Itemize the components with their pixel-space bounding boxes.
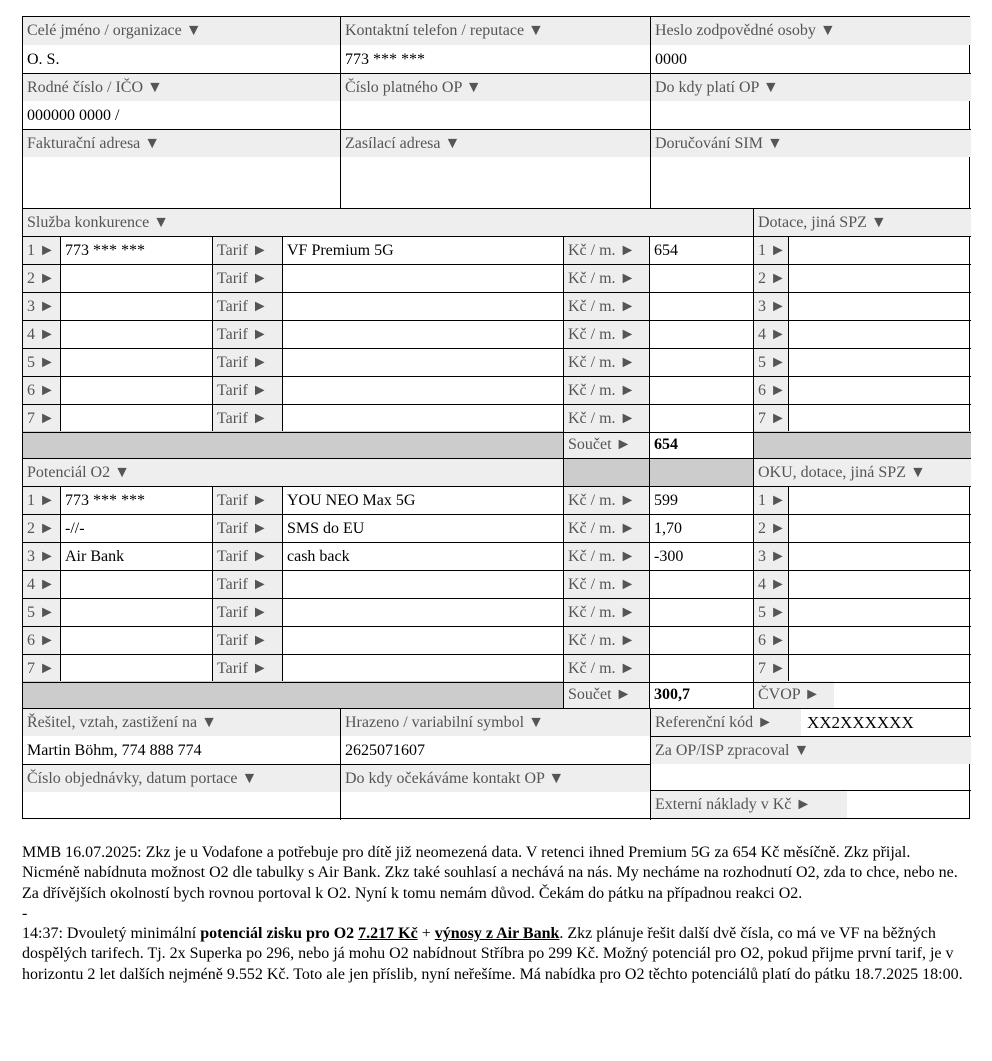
competition-sum-label: Součet ► xyxy=(564,431,649,458)
tariff-label: Tarif ► xyxy=(213,515,282,542)
competition-sum-value: 654 xyxy=(654,436,678,453)
h-rule xyxy=(23,404,971,405)
price-cell[interactable] xyxy=(650,571,753,598)
label-reference-code: Referenční kód ► xyxy=(651,709,801,736)
side-number: 2 ► xyxy=(754,265,788,292)
tariff-cell[interactable] xyxy=(283,321,563,348)
row-number: 4 ► xyxy=(23,321,60,348)
v-rule xyxy=(340,17,341,208)
value-resitel[interactable]: Martin Böhm, 774 888 774 xyxy=(27,742,202,759)
note-p2-e: výnosy z Air Bank xyxy=(434,925,560,943)
h-rule xyxy=(23,682,971,683)
side-number: 1 ► xyxy=(754,487,788,514)
potential-side-title: OKU, dotace, jiná SPZ ▼ xyxy=(754,459,971,486)
side-number: 3 ► xyxy=(754,543,788,570)
price-label: Kč / m. ► xyxy=(564,377,649,404)
v-rule xyxy=(282,486,283,681)
v-rule xyxy=(650,17,651,208)
price-label: Kč / m. ► xyxy=(564,487,649,514)
phone-cell[interactable] xyxy=(61,571,212,598)
tariff-cell[interactable] xyxy=(283,265,563,292)
note-p2-b: potenciál zisku pro O2 xyxy=(200,925,359,943)
value-contact-phone[interactable]: 773 *** *** xyxy=(345,51,425,68)
v-rule xyxy=(649,236,650,708)
row-number: 1 ► xyxy=(23,487,60,514)
tariff-cell[interactable]: cash back xyxy=(287,548,350,565)
h-rule xyxy=(23,129,971,130)
price-cell[interactable] xyxy=(650,655,753,682)
side-number: 7 ► xyxy=(754,655,788,682)
competition-sum-filler xyxy=(23,431,563,458)
tariff-label: Tarif ► xyxy=(213,543,282,570)
cvop-label: ČVOP ► xyxy=(754,681,834,708)
label-id-card-validity: Do kdy platí OP ▼ xyxy=(651,74,971,101)
tariff-cell[interactable] xyxy=(283,377,563,404)
tariff-label: Tarif ► xyxy=(213,321,282,348)
side-cell[interactable] xyxy=(789,599,971,626)
v-rule xyxy=(212,236,213,431)
note-p2-f: . Zkz plánuje řešit další dvě čísla, co má ve VF na běžných dospělých tarifech. Tj. 2x Superka po 296, nebo já mohu O2 nabídnout Stříbra po 299 Kč. Možný potenciál pro O2, pokud přijme první tarif, je v horizontu 2 let dalších nejméně 9.552 Kč. Toto ale jen příslib, nyní neřešíme. Má nabídka pro O2 těchto potenciálů platí do pátku 18.7.2025 18:00. xyxy=(22,925,963,983)
h-rule xyxy=(23,236,971,237)
label-shipping-address: Zasílací adresa ▼ xyxy=(341,130,650,157)
h-rule xyxy=(23,376,971,377)
competition-sum-side xyxy=(754,431,971,458)
label-id-card-number: Číslo platného OP ▼ xyxy=(341,74,650,101)
tariff-label: Tarif ► xyxy=(213,293,282,320)
row-number: 1 ► xyxy=(23,237,60,264)
v-rule xyxy=(788,486,789,681)
tariff-label: Tarif ► xyxy=(213,237,282,264)
potential-sum-value: 300,7 xyxy=(654,686,690,703)
row-number: 7 ► xyxy=(23,405,60,432)
side-cell[interactable] xyxy=(789,377,971,404)
tariff-cell[interactable] xyxy=(283,405,563,432)
phone-cell[interactable] xyxy=(61,321,212,348)
side-cell[interactable] xyxy=(789,627,971,654)
side-number: 4 ► xyxy=(754,321,788,348)
tariff-label: Tarif ► xyxy=(213,655,282,682)
phone-cell[interactable]: 773 *** *** xyxy=(65,492,145,509)
h-rule xyxy=(23,542,971,543)
price-cell[interactable] xyxy=(650,293,753,320)
tariff-label: Tarif ► xyxy=(213,487,282,514)
price-cell[interactable]: -300 xyxy=(654,548,684,565)
row-number: 5 ► xyxy=(23,599,60,626)
price-cell[interactable] xyxy=(650,321,753,348)
side-cell[interactable] xyxy=(789,265,971,292)
label-objednavka: Číslo objednávky, datum portace ▼ xyxy=(23,765,340,792)
row-number: 7 ► xyxy=(23,655,60,682)
price-cell[interactable]: 1,70 xyxy=(654,520,682,537)
tariff-label: Tarif ► xyxy=(213,349,282,376)
price-label: Kč / m. ► xyxy=(564,321,649,348)
price-label: Kč / m. ► xyxy=(564,599,649,626)
competition-title: Služba konkurence ▼ xyxy=(23,209,753,236)
value-reference-code[interactable]: XX2XXXXXX xyxy=(807,713,914,732)
price-cell[interactable] xyxy=(650,599,753,626)
h-rule xyxy=(23,764,650,765)
side-cell[interactable] xyxy=(789,405,971,432)
v-rule xyxy=(753,209,754,708)
v-rule xyxy=(60,236,61,431)
tariff-cell[interactable] xyxy=(283,599,563,626)
price-label: Kč / m. ► xyxy=(564,655,649,682)
price-cell[interactable]: 599 xyxy=(654,492,678,509)
h-rule xyxy=(23,654,971,655)
tariff-label: Tarif ► xyxy=(213,377,282,404)
phone-cell[interactable] xyxy=(61,599,212,626)
phone-cell[interactable] xyxy=(61,293,212,320)
row-number: 2 ► xyxy=(23,265,60,292)
side-cell[interactable] xyxy=(789,321,971,348)
price-label: Kč / m. ► xyxy=(564,405,649,432)
label-external-costs: Externí náklady v Kč ► xyxy=(651,791,847,818)
row-number: 5 ► xyxy=(23,349,60,376)
h-rule xyxy=(23,292,971,293)
h-rule xyxy=(23,320,971,321)
tariff-cell[interactable] xyxy=(283,293,563,320)
label-contact-phone: Kontaktní telefon / reputace ▼ xyxy=(341,17,650,45)
phone-cell[interactable]: -//- xyxy=(65,520,85,537)
price-cell[interactable] xyxy=(650,627,753,654)
tariff-cell[interactable] xyxy=(283,627,563,654)
h-rule xyxy=(23,73,971,74)
side-number: 4 ► xyxy=(754,571,788,598)
price-cell[interactable]: 654 xyxy=(654,242,678,259)
side-number: 5 ► xyxy=(754,599,788,626)
side-number: 2 ► xyxy=(754,515,788,542)
side-cell[interactable] xyxy=(789,237,971,264)
value-id-card-number[interactable] xyxy=(341,102,650,129)
tariff-cell[interactable]: SMS do EU xyxy=(287,520,365,537)
price-label: Kč / m. ► xyxy=(564,627,649,654)
order-form xyxy=(22,16,970,819)
side-cell[interactable] xyxy=(789,543,971,570)
price-cell[interactable] xyxy=(650,377,753,404)
row-number: 6 ► xyxy=(23,627,60,654)
value-hrazeno[interactable]: 2625071607 xyxy=(345,742,425,759)
h-rule xyxy=(23,570,971,571)
price-label: Kč / m. ► xyxy=(564,543,649,570)
h-rule xyxy=(23,458,971,459)
tariff-label: Tarif ► xyxy=(213,599,282,626)
note-paragraph-2 xyxy=(22,924,970,985)
side-cell[interactable] xyxy=(789,515,971,542)
side-cell[interactable] xyxy=(789,487,971,514)
side-cell[interactable] xyxy=(789,293,971,320)
tariff-cell[interactable] xyxy=(283,349,563,376)
side-number: 3 ► xyxy=(754,293,788,320)
phone-cell[interactable]: 773 *** *** xyxy=(65,242,145,259)
value-birth-number[interactable]: 000000 0000 / xyxy=(27,107,120,124)
price-label: Kč / m. ► xyxy=(564,571,649,598)
price-label: Kč / m. ► xyxy=(564,515,649,542)
label-za-op: Za OP/ISP zpracoval ▼ xyxy=(651,737,971,764)
label-birth-number: Rodné číslo / IČO ▼ xyxy=(23,74,340,101)
v-rule xyxy=(563,236,564,708)
side-cell[interactable] xyxy=(789,349,971,376)
phone-cell[interactable] xyxy=(61,655,212,682)
side-number: 7 ► xyxy=(754,405,788,432)
row-number: 2 ► xyxy=(23,515,60,542)
phone-cell[interactable]: Air Bank xyxy=(65,548,125,565)
label-hrazeno: Hrazeno / variabilní symbol ▼ xyxy=(341,709,650,736)
label-full-name: Celé jméno / organizace ▼ xyxy=(23,17,340,45)
h-rule xyxy=(23,348,971,349)
competition-side-title: Dotace, jiná SPZ ▼ xyxy=(754,209,971,236)
phone-cell[interactable] xyxy=(61,349,212,376)
note-dash: - xyxy=(22,904,28,922)
value-id-card-validity[interactable] xyxy=(651,102,971,129)
potential-title: Potenciál O2 ▼ xyxy=(23,459,563,486)
row-number: 4 ► xyxy=(23,571,60,598)
tariff-label: Tarif ► xyxy=(213,627,282,654)
tariff-cell[interactable] xyxy=(283,571,563,598)
h-rule xyxy=(23,432,971,433)
potential-header-filler xyxy=(564,459,753,486)
row-number: 3 ► xyxy=(23,293,60,320)
note-paragraph-1: MMB 16.07.2025: Zkz je u Vodafone a potřebuje pro dítě již neomezená data. V retenci ihned Premium 5G za 654 Kč měsíčně. Zkz přijal. Nicméně nabídnuta možnost O2 dle tabulky s Air Bank. Zkz také souhlasí a nechává na nás. My necháme na rozhodnutí O2, zda to chce, nebo ne. Za dřívějších okolností bych rovnou portoval k O2. Nyní k tomu nemám důvod. Čekám do pátku na případnou reakci O2. xyxy=(22,844,958,902)
side-number: 5 ► xyxy=(754,349,788,376)
note-p2-d: + xyxy=(417,925,435,943)
phone-cell[interactable] xyxy=(61,265,212,292)
h-rule xyxy=(23,598,971,599)
h-rule xyxy=(650,790,971,791)
value-password[interactable]: 0000 xyxy=(655,51,687,68)
tariff-cell[interactable]: VF Premium 5G xyxy=(287,242,394,259)
side-number: 6 ► xyxy=(754,627,788,654)
v-rule xyxy=(650,708,651,820)
h-rule xyxy=(23,264,971,265)
phone-cell[interactable] xyxy=(61,405,212,432)
note-p2-c: 7.217 Kč xyxy=(358,925,418,943)
price-label: Kč / m. ► xyxy=(564,293,649,320)
potential-sum-label: Součet ► xyxy=(564,681,649,708)
h-rule xyxy=(23,486,971,487)
row-number: 6 ► xyxy=(23,377,60,404)
side-cell[interactable] xyxy=(789,571,971,598)
v-rule xyxy=(60,486,61,681)
h-rule xyxy=(23,708,971,709)
h-rule xyxy=(650,736,971,737)
h-rule xyxy=(23,208,971,209)
price-label: Kč / m. ► xyxy=(564,265,649,292)
row-number: 3 ► xyxy=(23,543,60,570)
h-rule xyxy=(23,514,971,515)
value-full-name[interactable]: O. S. xyxy=(27,51,60,68)
tariff-label: Tarif ► xyxy=(213,405,282,432)
v-rule xyxy=(282,236,283,431)
phone-cell[interactable] xyxy=(61,627,212,654)
label-resitel: Řešitel, vztah, zastižení na ▼ xyxy=(23,709,340,736)
price-label: Kč / m. ► xyxy=(564,237,649,264)
note-p2-a: 14:37: Dvouletý minimální xyxy=(22,925,201,943)
label-sim-delivery: Doručování SIM ▼ xyxy=(651,130,971,157)
price-label: Kč / m. ► xyxy=(564,349,649,376)
label-kontakt: Do kdy očekáváme kontakt OP ▼ xyxy=(341,765,650,792)
v-rule xyxy=(212,486,213,681)
phone-cell[interactable] xyxy=(61,377,212,404)
side-number: 6 ► xyxy=(754,377,788,404)
price-cell[interactable] xyxy=(650,265,753,292)
tariff-label: Tarif ► xyxy=(213,265,282,292)
notes xyxy=(22,843,970,985)
h-rule xyxy=(23,626,971,627)
label-billing-address: Fakturační adresa ▼ xyxy=(23,130,340,157)
tariff-cell[interactable] xyxy=(283,655,563,682)
price-cell[interactable] xyxy=(650,405,753,432)
tariff-label: Tarif ► xyxy=(213,571,282,598)
potential-sum-filler xyxy=(23,681,563,708)
label-password: Heslo zodpovědné osoby ▼ xyxy=(651,17,971,45)
tariff-cell[interactable]: YOU NEO Max 5G xyxy=(287,492,416,509)
side-number: 1 ► xyxy=(754,237,788,264)
price-cell[interactable] xyxy=(650,349,753,376)
v-rule xyxy=(788,236,789,431)
side-cell[interactable] xyxy=(789,655,971,682)
